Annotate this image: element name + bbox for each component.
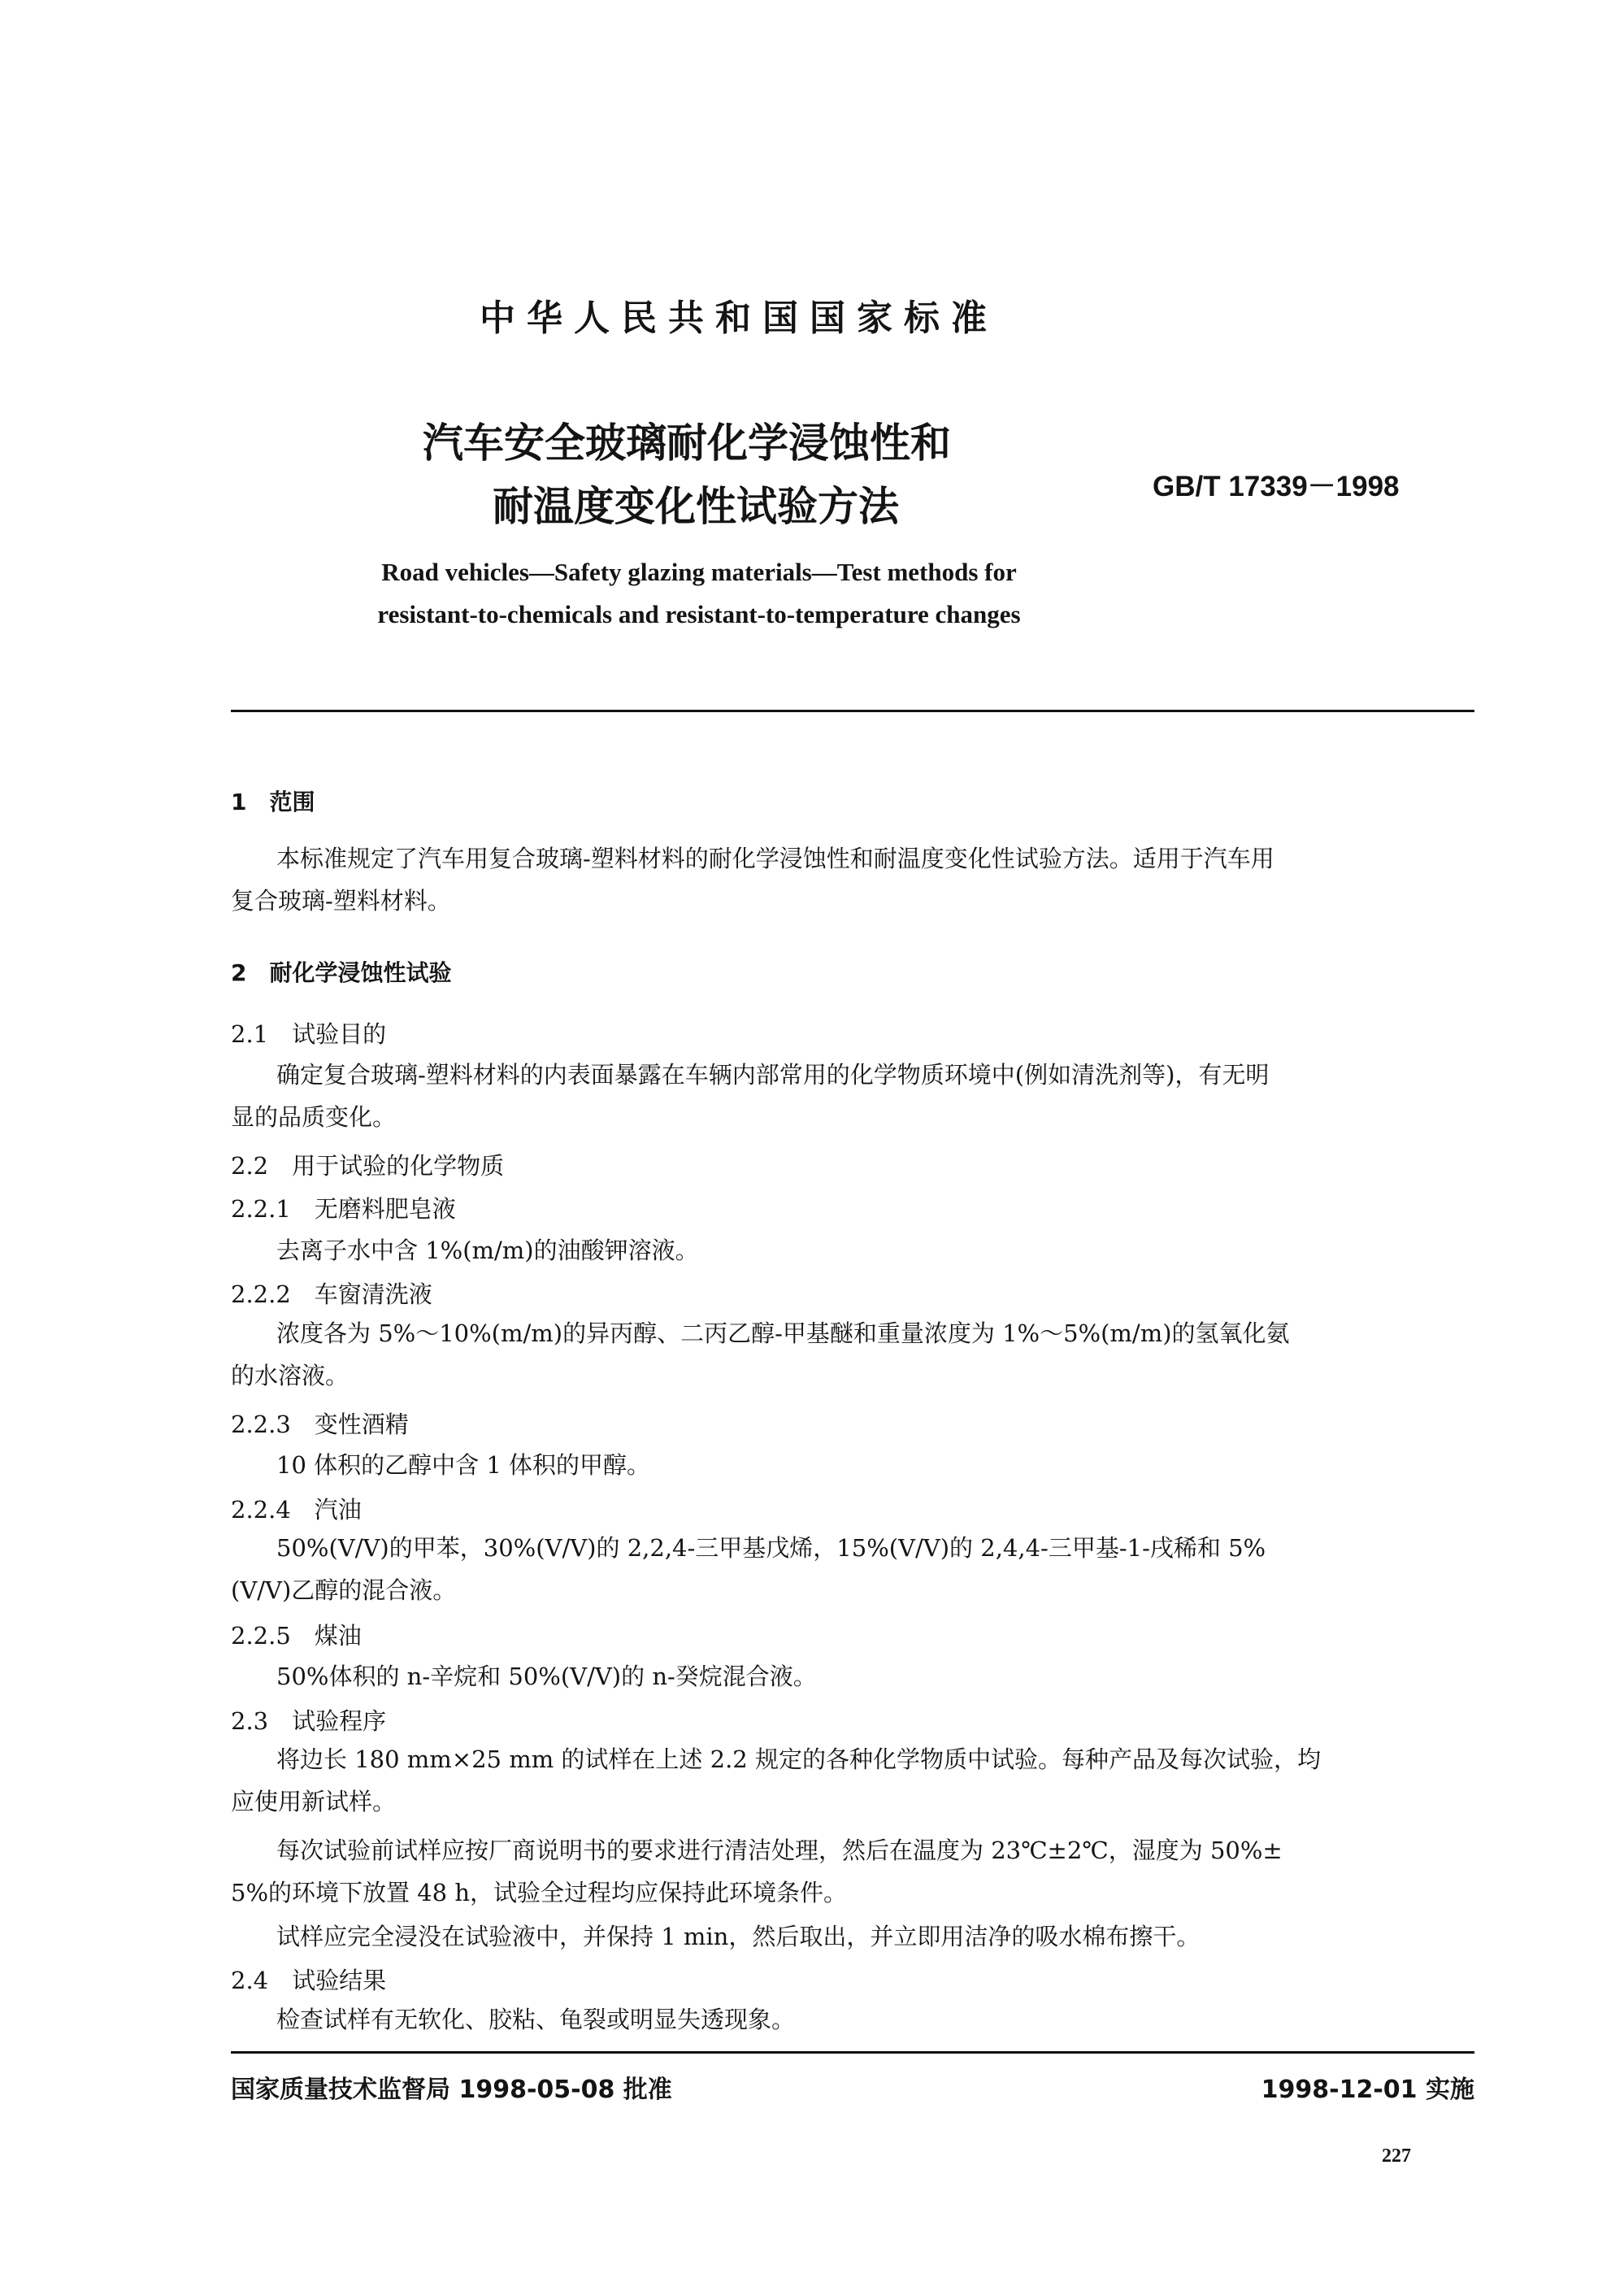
text-line: 确定复合玻璃-塑料材料的内表面暴露在车辆内部常用的化学物质环境中(例如清洗剂等)，有无明 <box>276 1061 1270 1089</box>
bottom-rule <box>231 2051 1474 2054</box>
title-cn-line1: 汽车安全玻璃耐化学浸蚀性和 <box>423 420 951 467</box>
section-2-1-paragraph <box>231 1054 1474 1138</box>
section-2-1-heading: 2.1 试验目的 <box>231 1020 387 1048</box>
section-2-2-2-heading: 2.2.2 车窗清洗液 <box>231 1280 432 1308</box>
text-line: 复合玻璃-塑料材料。 <box>231 887 451 915</box>
section-2-2-4-paragraph <box>231 1527 1474 1611</box>
text-line: 的水溶液。 <box>231 1362 350 1389</box>
effective-date: 1998-12-01 实施 <box>1261 2076 1474 2104</box>
section-2-2-1-text: 去离子水中含 1%(m/m)的油酸钾溶液。 <box>276 1237 699 1264</box>
section-2-3-paragraph-1 <box>231 1738 1474 1823</box>
page-number: 227 <box>1382 2145 1411 2167</box>
top-rule <box>231 710 1474 712</box>
section-2-2-4-heading: 2.2.4 汽油 <box>231 1496 362 1524</box>
text-line: 本标准规定了汽车用复合玻璃-塑料材料的耐化学浸蚀性和耐温度变化性试验方法。适用于汽车用 <box>276 845 1274 872</box>
section-2-2-3-heading: 2.2.3 变性酒精 <box>231 1411 409 1438</box>
approval-line: 国家质量技术监督局 1998-05-08 批准 <box>231 2076 672 2104</box>
section-2-4-text: 检查试样有无软化、胶粘、龟裂或明显失透现象。 <box>276 2006 796 2033</box>
standard-number: GB/T 17339－1998 <box>1153 471 1400 502</box>
text-line: (V/V)乙醇的混合液。 <box>231 1576 457 1604</box>
text-line: 每次试验前试样应按厂商说明书的要求进行清洁处理，然后在温度为 23℃±2℃，湿度为 50%± <box>276 1837 1283 1864</box>
text-line: 显的品质变化。 <box>231 1103 397 1131</box>
section-1-paragraph <box>231 837 1474 922</box>
text-line: 浓度各为 5%～10%(m/m)的异丙醇、二丙乙醇-甲基醚和重量浓度为 1%～5%(m/m)的氢氧化氨 <box>276 1319 1290 1347</box>
section-2-heading: 2 耐化学浸蚀性试验 <box>231 959 452 986</box>
title-cn-line2: 耐温度变化性试验方法 <box>493 483 899 530</box>
text-line: 将边长 180 mm×25 mm 的试样在上述 2.2 规定的各种化学物质中试验。每种产品及每次试验，均 <box>276 1745 1321 1773</box>
section-2-2-heading: 2.2 用于试验的化学物质 <box>231 1152 505 1180</box>
section-2-2-3-text: 10 体积的乙醇中含 1 体积的甲醇。 <box>276 1451 651 1479</box>
section-2-4-heading: 2.4 试验结果 <box>231 1967 387 1994</box>
section-2-2-2-paragraph <box>231 1312 1474 1397</box>
section-2-3-paragraph-3: 试样应完全浸没在试验液中，并保持 1 min，然后取出，并立即用洁净的吸水棉布擦干。 <box>276 1923 1201 1950</box>
text-line: 应使用新试样。 <box>231 1788 397 1815</box>
section-2-2-5-heading: 2.2.5 煤油 <box>231 1622 362 1650</box>
section-2-3-paragraph-2 <box>231 1829 1474 1914</box>
text-line: 5%的环境下放置 48 h，试验全过程均应保持此环境条件。 <box>231 1879 848 1906</box>
section-1-heading: 1 范围 <box>231 789 315 815</box>
section-2-2-5-text: 50%体积的 n-辛烷和 50%(V/V)的 n-癸烷混合液。 <box>276 1663 817 1690</box>
title-en-line1: Road vehicles—Safety glazing materials—Test methods for <box>381 558 1017 586</box>
section-2-3-heading: 2.3 试验程序 <box>231 1707 387 1735</box>
section-2-2-1-heading: 2.2.1 无磨料肥皂液 <box>231 1195 456 1223</box>
title-en-line2: resistant-to-chemicals and resistant-to-temperature changes <box>377 600 1021 628</box>
text-line: 50%(V/V)的甲苯，30%(V/V)的 2,2,4-三甲基戊烯，15%(V/V)的 2,4,4-三甲基-1-戌稀和 5% <box>276 1534 1266 1562</box>
standard-header: 中华人民共和国国家标准 <box>480 298 998 339</box>
